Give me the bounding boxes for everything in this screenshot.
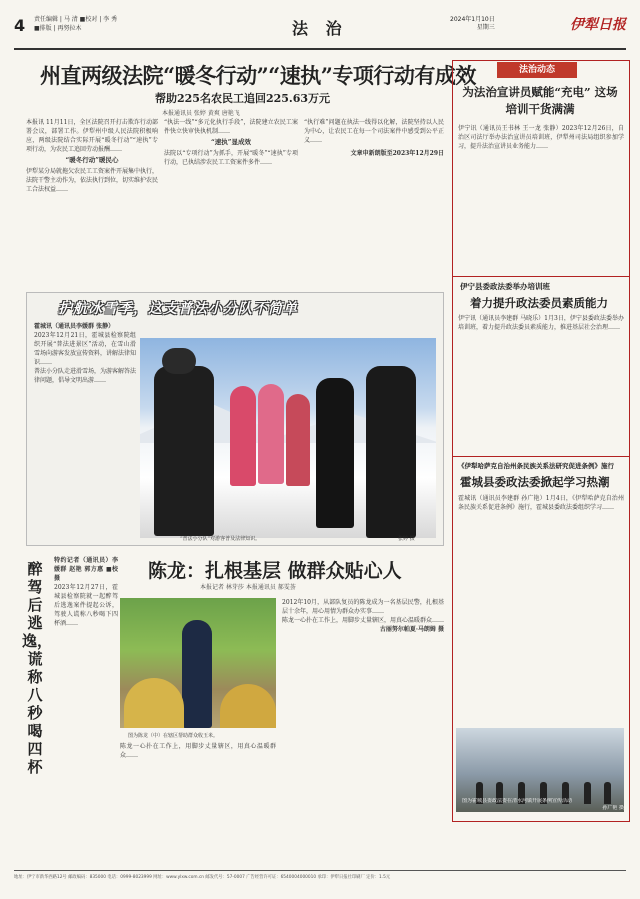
snow-feature-photo [140,338,436,538]
sidebar-divider [452,456,630,457]
date-text: 2024年1月10日 [450,16,495,23]
bottom-article-body-left [120,742,276,862]
lead-subsection-heading: “暖冬行动”暖民心 [65,156,119,164]
vertical-paragraph: 2023年12月27日，霍城县检察院就一起醉驾后逃逸案件提起公诉，驾驶人谎称八秒喝下四杯酒…… [54,584,118,627]
bottom-paragraph: 陈龙一心扑在工作上，用脚步丈量辖区，用真心温暖群众…… [120,743,276,759]
sidebar-article-1-body [458,124,624,270]
lead-paragraph: 伊犁某分局就拖欠农民工工资案件开展集中执行，法院干警主动作为，依法执行到位，切实维护农民工合法权益…… [26,168,158,193]
bottom-article-byline: 本报记者 林芽莎 本报通讯员 郝雯荟 [200,584,296,591]
page-number: 4 [14,16,26,35]
lead-column-1 [26,118,158,284]
snow-paragraph: 普法小分队走进滑雪场，为游客解答法律问题，倡导文明出游…… [34,368,136,384]
section-name: 法 治 [292,19,348,38]
lead-paragraph: 本报讯 11月11日，全区法院召开打击欺诈行动部署会议，部署工作。伊犁州中级人民法院积极响应，两级法院结合实际开展“暖冬行动”“速执”专项行动，为农民工追回劳动报酬…… [26,119,158,153]
bottom-paragraph: 陈龙一心扑在工作上，用脚步丈量辖区，用真心温暖群众…… [282,617,444,624]
weekday-text: 星期三 [476,24,495,31]
sidebar-article-3-title: 霍城县委政法委掀起学习热潮 [460,475,610,489]
bottom-paragraph: 2012年10月，从部队复员的陈龙成为一名基层民警，扎根基层十余年，用心用情为群众办实事…… [282,599,444,615]
snow-photo-caption: “普法小分队”对游客普及法律知识。 [180,536,261,542]
vertical-article-title: 醉驾后逃逸，谎称八秒喝四杯 [22,560,53,776]
sidebar-tag: 法治动态 [497,62,577,78]
bottom-photo-caption: 图为陈龙（中）在辖区帮助群众收玉米。 [128,733,219,739]
bottom-article-body-right [282,598,444,862]
lead-source-note: 文章申新朗版至2023年12月29日 [350,150,444,157]
sidebar-caption-text: 图为霍城县委政法委在清水河镇开展条例宣传活动 [462,798,572,804]
vertical-byline: 特约记者（通讯员）李媛群 赵艳 郭方惠 ■校摄 [54,557,118,582]
sidebar-article-2-title: 着力提升政法委员素质能力 [470,296,608,310]
bottom-article-photo [120,598,276,728]
snow-photo-credit: 张婷 摄 [398,536,415,542]
sidebar-article-2-body [458,314,624,452]
bottom-author-tag: 古丽努尔帕夏·马朗姆 摄 [379,626,444,633]
lead-column-3 [304,118,444,284]
issue-date [450,16,495,32]
lead-column-2 [164,118,298,284]
sidebar-article-3-body [458,494,624,722]
page-footer: 地址：伊宁市新华西路12号 邮政编码：835000 电话：0999-8023999 网址：www.ylxw.com.cn 邮发代号：57-0007 广告经营许可证：6540004000010 承印：伊犁日报社印刷厂 定价：1.5元 [14,875,391,880]
header-rule [14,48,626,50]
lead-paragraph: 法院以“专项行动”为抓手，开展“暖冬”“速执”专项行动，已执结涉农民工工资案件多件…… [164,150,298,166]
newspaper-logo: 伊犁日报 [570,17,626,33]
lead-subhead: 帮助225名农民工追回225.63万元 [155,92,331,105]
lead-headline: 州直两级法院“暖冬行动”“速执”专项行动有成效 [40,63,476,88]
footer-rule [14,870,626,871]
bottom-article-title: 陈龙：扎根基层 做群众贴心人 [148,560,402,582]
sidebar-photo-caption [462,798,572,820]
sidebar-photo-credit: 孙广艳 摄 [602,805,624,811]
lead-byline: 本报通讯员 张婷 黄爽 唐艳飞 [162,110,240,117]
lead-paragraph: “执法一线”“多元化执行手段”，法院建立农民工案件快立快审快执机制…… [164,119,298,135]
sidebar-article-2-kicker: 伊宁县委政法委举办培训班 [460,282,550,291]
snow-byline: 霍城讯（通讯员李媛群 张静） [34,323,115,330]
snow-paragraph: 2023年12月21日，霍城县检察院组织开展“普法进景区”活动，在雪山滑雪场向游客发放宣传资料，讲解法律知识…… [34,332,136,366]
snow-feature-body [34,322,136,538]
sidebar-article-3-kicker: 《伊犁哈萨克自治州条民族关系法研究促进条例》施行 [458,462,614,470]
snow-feature-title: 护航冰雪季，这支普法小分队不简单 [58,301,298,317]
lead-paragraph: “执行难”问题在执法一线得以化解，法院坚持以人民为中心，让农民工在每一个司法案件中感受到公平正义…… [304,119,444,144]
editor-credits [34,15,117,33]
sidebar-paragraph: 霍城讯（通讯员李建群 孙广艳）1月4日，《伊犁哈萨克自治州条民族关系促进条例》施行，霍城县委政法委组织学习…… [458,495,624,511]
sidebar-article-1-title: 为法治宣讲员赋能“充电” 这场培训干货满满 [462,85,618,116]
editor-line-1: 责任编辑 | 马 清 ■校对 | 李 秀 [34,16,118,23]
sidebar-divider [452,276,630,277]
masthead [14,12,626,48]
sidebar-paragraph: 伊宁讯（通讯员李建群 马晓乐）1月3日，伊宁县委政法委举办培训班，着力提升政法委员素质能力，推进基层社会治理…… [458,315,624,331]
vertical-article-body [54,556,118,868]
editor-line-2: ■排版 | 再努拉木 [34,25,82,32]
sidebar-paragraph: 伊宁讯（通讯员王书林 王一龙 张静）2023年12月26日，自治区司法厅举办法治宣讲员培训班，伊犁州司法局组织参加学习，提升法治宣讲员业务能力…… [458,125,624,150]
lead-subsection-heading: “速执”显成效 [211,138,251,146]
